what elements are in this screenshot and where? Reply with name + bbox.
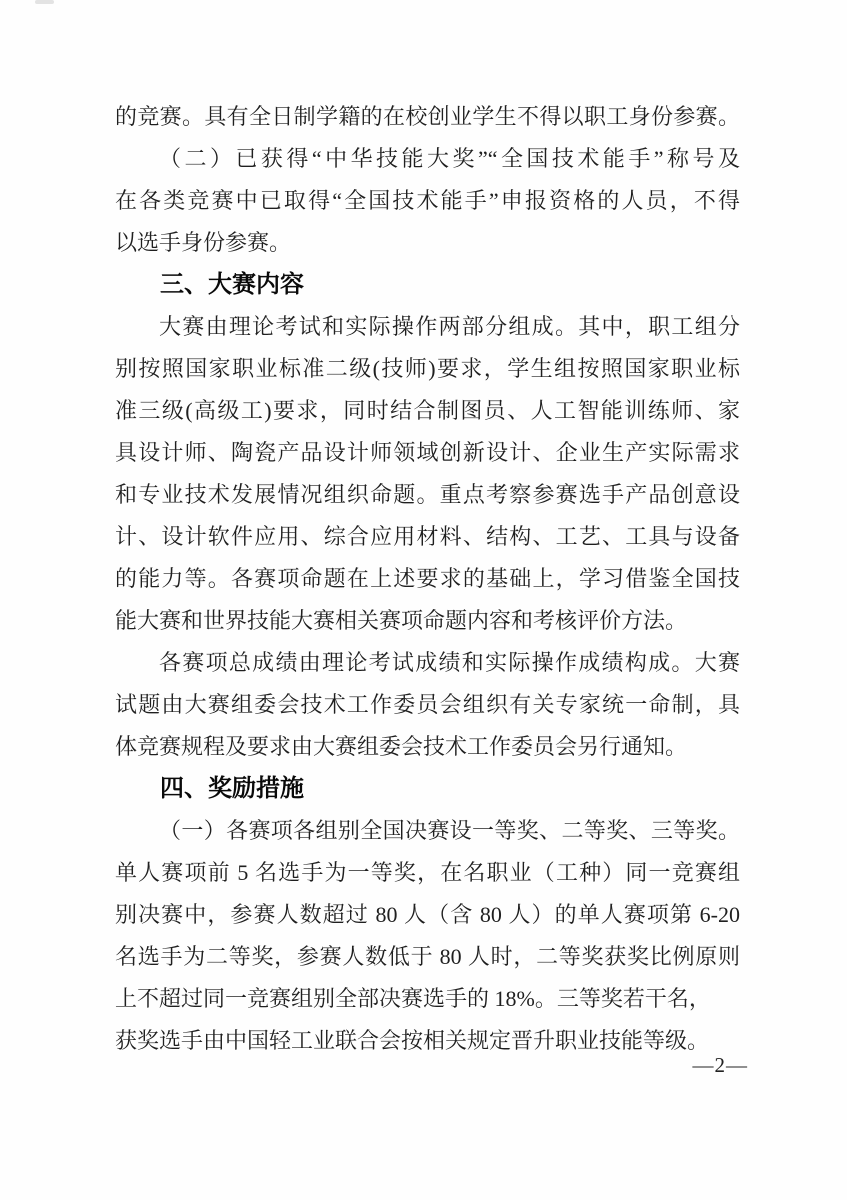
text-line: 名选手为二等奖，参赛人数低于 80 人时，二等奖获奖比例原则 [115,944,740,969]
text-line: 获奖选手由中国轻工业联合会按相关规定晋升职业技能等级。 [115,1028,710,1053]
text-line: 体竞赛规程及要求由大赛组委会技术工作委员会另行通知。 [115,734,688,759]
section-heading: 四、奖励措施 [160,775,304,802]
text-line: （一）各赛项各组别全国决赛设一等奖、二等奖、三等奖。 [159,818,740,843]
scan-artifact [35,0,54,4]
text-line: 计、设计软件应用、综合应用材料、结构、工艺、工具与设备 [115,524,740,549]
text-line: （二）已获得“中华技能大奖”“全国技术能手”称号及 [159,146,740,171]
text-line: 各赛项总成绩由理论考试成绩和实际操作成绩构成。大赛 [159,650,740,675]
text-line: 的能力等。各赛项命题在上述要求的基础上，学习借鉴全国技 [115,566,740,591]
text-line: 上不超过同一竞赛组别全部决赛选手的 18%。三等奖若干名， [115,986,711,1011]
text-line: 大赛由理论考试和实际操作两部分组成。其中，职工组分 [159,314,740,339]
text-line: 别决赛中，参赛人数超过 80 人（含 80 人）的单人赛项第 6-20 [115,902,740,927]
page-number: —2— [692,1053,748,1077]
document-body [115,96,740,1062]
text-line: 具设计师、陶瓷产品设计师领域创新设计、企业生产实际需求 [115,440,740,465]
text-line: 单人赛项前 5 名选手为一等奖，在名职业（工种）同一竞赛组 [115,860,740,885]
text-line: 和专业技术发展情况组织命题。重点考察参赛选手产品创意设 [115,482,740,507]
text-line: 准三级(高级工)要求，同时结合制图员、人工智能训练师、家 [115,398,740,423]
text-line: 试题由大赛组委会技术工作委员会组织有关专家统一命制，具 [115,692,740,717]
text-line: 别按照国家职业标准二级(技师)要求，学生组按照国家职业标 [115,356,740,381]
text-line: 以选手身份参赛。 [115,230,292,255]
text-line: 在各类竞赛中已取得“全国技术能手”申报资格的人员，不得 [115,188,740,213]
section-heading: 三、大赛内容 [160,271,304,298]
text-line: 的竞赛。具有全日制学籍的在校创业学生不得以职工身份参赛。 [115,104,740,129]
text-line: 能大赛和世界技能大赛相关赛项命题内容和考核评价方法。 [115,608,688,633]
